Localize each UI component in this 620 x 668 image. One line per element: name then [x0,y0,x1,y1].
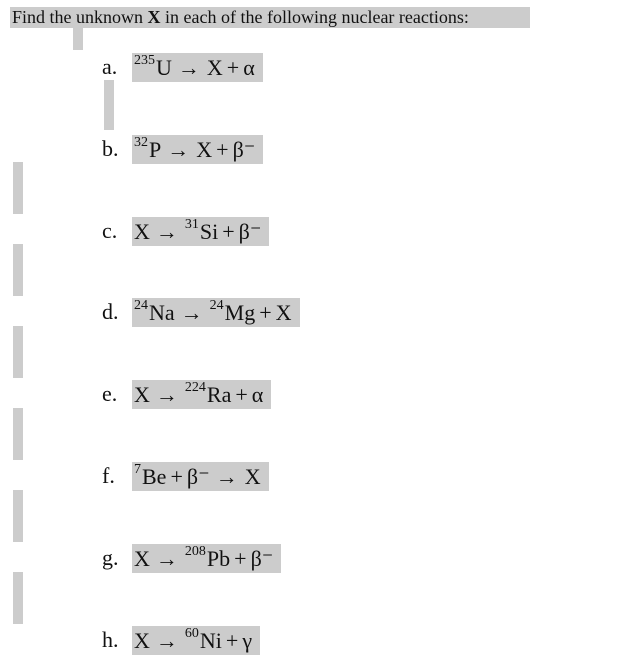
reaction-item [102,297,300,327]
reaction-item [102,216,269,246]
reaction-equation [132,135,263,164]
highlight-bar [104,80,114,130]
species-symbol: Pb [206,545,231,571]
reaction-label: d. [102,299,119,324]
plus-sign: + [235,381,248,407]
arrow-icon: → [177,54,200,80]
species-symbol: X [134,381,150,407]
species-symbol: X [244,463,261,489]
plus-sign: + [216,136,229,162]
species-symbol: Ra [206,381,232,407]
highlight-bar [13,572,23,624]
species-symbol: Mg [224,299,256,325]
reaction-equation [132,626,260,655]
highlight-bar [13,162,23,214]
reaction-equation [132,544,281,573]
highlight-bar [13,408,23,460]
reaction-label: a. [102,54,118,79]
species-symbol: X [134,545,150,571]
instruction-variable: X [147,7,161,27]
species-symbol: β⁻ [250,545,274,571]
reaction-equation [132,53,263,82]
arrow-icon: → [155,545,178,571]
species-symbol: α [243,54,255,80]
species-symbol: X [206,54,223,80]
plus-sign: + [234,545,247,571]
reaction-label: h. [102,627,119,652]
highlight-bar [13,490,23,542]
reaction-item [102,461,269,491]
reaction-item [102,379,271,409]
species-symbol: Be [142,463,167,489]
mass-number: 7 [134,461,141,477]
reaction-label: c. [102,218,118,243]
reaction-label: g. [102,545,119,570]
mass-number: 31 [184,216,199,232]
reaction-equation [132,380,271,409]
species-symbol: γ [242,627,253,653]
reaction-label: b. [102,136,119,161]
plus-sign: + [170,463,183,489]
mass-number: 32 [134,134,148,150]
arrow-icon: → [155,381,178,407]
highlight-bar [73,28,83,50]
arrow-icon: → [167,136,190,162]
species-symbol: X [134,218,150,244]
instruction-suffix: in each of the following nuclear reactions: [160,7,469,27]
species-symbol: Na [149,299,175,325]
plus-sign: + [226,54,240,80]
arrow-icon: → [155,218,178,244]
species-symbol: Si [199,218,219,244]
reaction-equation [132,298,300,327]
reaction-item [102,134,263,164]
mass-number: 224 [184,379,206,395]
species-symbol: X [134,627,150,653]
arrow-icon: → [215,463,238,489]
reaction-item [102,52,263,82]
species-symbol: Ni [199,627,222,653]
species-symbol: U [156,54,172,80]
mass-number: 24 [134,297,148,313]
species-symbol: X [275,299,292,325]
mass-number: 24 [209,297,224,313]
reaction-label: f. [102,463,115,488]
plus-sign: + [222,218,235,244]
reaction-item [102,543,281,573]
species-symbol: P [149,136,162,162]
arrow-icon: → [155,627,178,653]
plus-sign: + [259,299,272,325]
instruction-text [10,7,530,28]
reaction-equation [132,217,269,246]
mass-number: 60 [184,625,199,641]
species-symbol: β⁻ [238,218,262,244]
mass-number: 208 [184,543,206,559]
instruction-prefix: Find the unknown [12,7,148,27]
plus-sign: + [225,627,239,653]
highlight-bar [13,326,23,378]
species-symbol: α [251,381,264,407]
reaction-equation [132,462,269,491]
highlight-bar [13,244,23,296]
mass-number: 235 [134,52,155,68]
arrow-icon: → [180,299,203,325]
reaction-item [102,625,260,655]
species-symbol: β⁻ [232,136,256,162]
species-symbol: β⁻ [186,463,210,489]
species-symbol: X [196,136,213,162]
reaction-label: e. [102,381,118,406]
